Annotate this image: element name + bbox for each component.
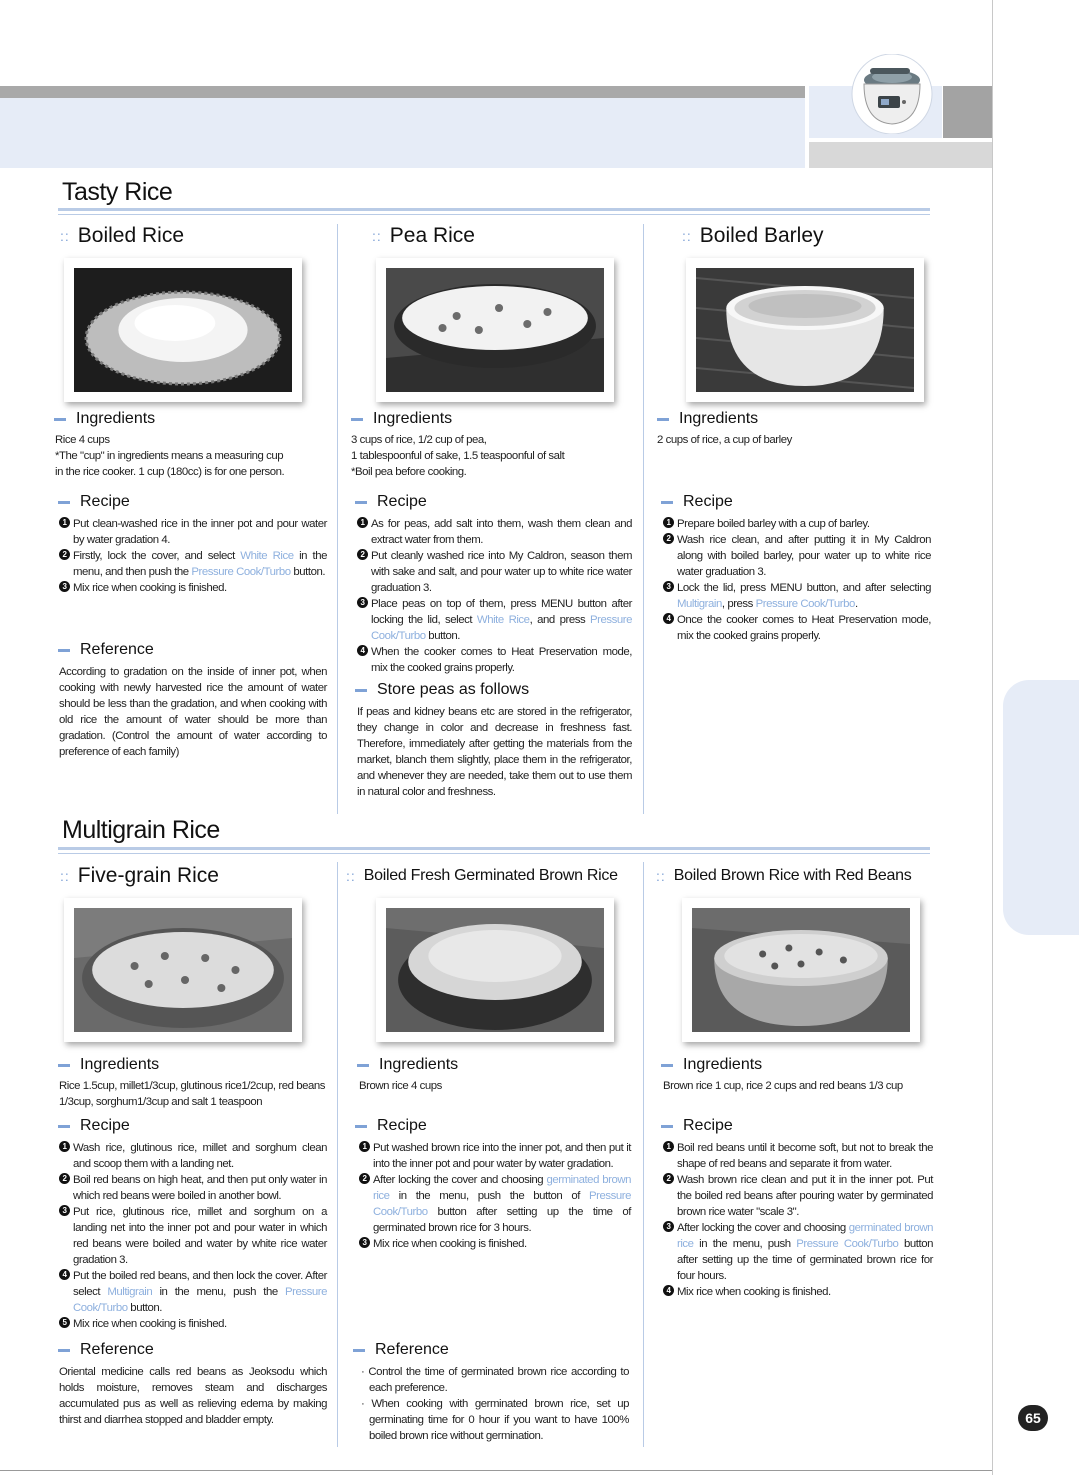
store-heading: Store peas as follows xyxy=(355,680,630,700)
title-dots-icon: :: xyxy=(346,868,356,884)
recipe-five-grain-rice xyxy=(60,862,335,1042)
subheading-dash-icon xyxy=(355,689,367,692)
subheading-dash-icon xyxy=(661,1125,673,1128)
dish-title: :: Boiled Rice xyxy=(60,224,185,247)
list-item: 3 Put rice, glutinous rice, millet and sorghum on a landing net into the inner pot and pour water in which red beans were boiled and water by white rice water gradation 3. xyxy=(59,1204,327,1268)
list-item: 4 Put the boiled red beans, and then lock the cover. After select Multigrain in the menu, push the Pressure Cook/Turbo button. xyxy=(59,1268,327,1316)
subheading-dash-icon xyxy=(661,501,673,504)
list-item: 2 Wash brown rice clean and put it in the inner pot. Put the boiled red beans after pouring water by germinated brown rice water "scale 3". xyxy=(663,1172,933,1220)
recipe-steps xyxy=(663,1140,933,1300)
subheading-dash-icon xyxy=(54,418,66,421)
dish-title: :: Boiled Brown Rice with Red Beans xyxy=(656,867,912,884)
subheading-dash-icon xyxy=(353,1349,365,1352)
subheading-dash-icon xyxy=(58,1064,70,1067)
recipe-heading: Recipe xyxy=(58,1116,333,1136)
list-item: 1 As for peas, add salt into them, wash them clean and extract water from them. xyxy=(357,516,632,548)
ingredients-text: Brown rice 1 cup, rice 2 cups and red beans 1/3 cup xyxy=(663,1080,903,1092)
reference-text: Oriental medicine calls red beans as Jeoksodu which holds moisture, removes steam and discharges accumulated pus as well as relieving edema by making thirst and diarrhea stopped and bladder empty. xyxy=(59,1366,327,1426)
subheading-dash-icon xyxy=(58,649,70,652)
subheading-dash-icon xyxy=(58,1349,70,1352)
reference-heading: Reference xyxy=(353,1340,628,1360)
header-blue-band xyxy=(0,98,805,168)
header-grey-band xyxy=(0,86,805,98)
recipe-steps xyxy=(359,1140,631,1252)
dish-photo xyxy=(64,898,302,1042)
bottom-rule xyxy=(0,1470,992,1471)
list-item: 1 Wash rice, glutinous rice, millet and sorghum clean and scoop them with a landing net. xyxy=(59,1140,327,1172)
subheading-dash-icon xyxy=(657,418,669,421)
dish-title: :: Boiled Fresh Germinated Brown Rice xyxy=(346,867,618,884)
section-rule xyxy=(58,847,930,850)
list-item: 1 Put washed brown rice into the inner pot, and then put it into the inner pot and pour water by water gradation. xyxy=(359,1140,631,1172)
subheading-dash-icon xyxy=(357,1064,369,1067)
subheading-dash-icon xyxy=(661,1064,673,1067)
dish-photo xyxy=(376,898,614,1042)
list-item: 4 Once the cooker comes to Heat Preservation mode, mix the cooked grains properly. xyxy=(663,612,931,644)
ingredients-text: Rice 1.5cup, millet1/3cup, glutinous rice1/2cup, red beans 1/3cup, sorghum1/3cup and salt 1 teaspoon xyxy=(59,1080,325,1108)
recipe-steps xyxy=(59,1140,327,1332)
subheading-dash-icon xyxy=(58,501,70,504)
list-item: 3 Mix rice when cooking is finished. xyxy=(359,1236,631,1252)
list-item: 1 Prepare boiled barley with a cup of barley. xyxy=(663,516,931,532)
ingredients-heading: Ingredients xyxy=(657,409,932,429)
recipe-steps xyxy=(357,516,632,676)
recipe-heading: Recipe xyxy=(58,492,333,512)
recipe-pea-rice xyxy=(372,222,647,402)
section-rule xyxy=(58,208,930,211)
header-dark-box xyxy=(943,86,992,138)
title-dots-icon: :: xyxy=(60,228,70,244)
list-item: 2 Boil red beans on high heat, and then put only water in which red beans were boiled in another bowl. xyxy=(59,1172,327,1204)
recipe-brown-rice-red-beans xyxy=(656,862,956,1042)
header-grey-box xyxy=(809,142,992,168)
list-item: 1 Put clean-washed rice in the inner pot and pour water by water gradation 4. xyxy=(59,516,327,548)
section-rule xyxy=(58,853,930,854)
title-dots-icon: :: xyxy=(656,868,666,884)
recipe-boiled-rice xyxy=(60,222,335,402)
dish-title: :: Pea Rice xyxy=(372,224,475,247)
ingredients-heading: Ingredients xyxy=(58,1055,333,1075)
page-number: 65 xyxy=(1018,1405,1048,1431)
subheading-dash-icon xyxy=(58,1125,70,1128)
ingredients-text: Rice 4 cups *The "cup" in ingredients means a measuring cup in the rice cooker. 1 cup (180cc) is for one person. xyxy=(55,434,285,478)
recipe-heading: Recipe xyxy=(355,492,630,512)
recipe-heading: Recipe xyxy=(661,1116,936,1136)
subheading-dash-icon xyxy=(355,501,367,504)
side-tab xyxy=(1003,680,1079,935)
ingredients-heading: Ingredients xyxy=(54,409,329,429)
recipe-boiled-barley xyxy=(682,222,957,402)
ingredients-heading: Ingredients xyxy=(357,1055,632,1075)
column-separator xyxy=(337,862,338,1447)
ingredients-text: 2 cups of rice, a cup of barley xyxy=(657,434,792,446)
list-item: 3 After locking the cover and choosing germinated brown rice in the menu, push Pressure Cook/Turbo button after setting up the time of germinated brown rice for four hours. xyxy=(663,1220,933,1284)
rice-cooker-icon xyxy=(848,54,936,134)
list-item: 1 Boil red beans until it become soft, but not to break the shape of red beans and separate it from water. xyxy=(663,1140,933,1172)
list-item: 2 Wash rice clean, and after putting it in My Caldron along with boiled barley, pour water up to white rice water graduation 3. xyxy=(663,532,931,580)
ingredients-heading: Ingredients xyxy=(661,1055,936,1075)
column-separator xyxy=(643,862,644,1447)
title-dots-icon: :: xyxy=(372,228,382,244)
reference-heading: Reference xyxy=(58,640,333,660)
list-item: 4 Mix rice when cooking is finished. xyxy=(663,1284,933,1300)
list-item: 4 When the cooker comes to Heat Preservation mode, mix the cooked grains properly. xyxy=(357,644,632,676)
ingredients-text: 3 cups of rice, 1/2 cup of pea, 1 tablespoonful of sake, 1.5 teaspoonful of salt *Boil pea before cooking. xyxy=(351,434,565,478)
reference-text: According to gradation on the inside of inner pot, when cooking with newly harvested rice the amount of water should be less than the gradation, and when cooking with old rice the amount of water should be more than gradation. (Control the amount of water according to preference of each family) xyxy=(59,666,327,758)
list-item: 3 Place peas on top of them, press MENU button after locking the lid, select White Rice, and press Pressure Cook/Turbo button. xyxy=(357,596,632,644)
recipe-heading: Recipe xyxy=(661,492,936,512)
dish-photo xyxy=(376,258,614,402)
list-item: 2 Put cleanly washed rice into My Caldron, season them with sake and salt, and pour water up to white rice water graduation 3. xyxy=(357,548,632,596)
title-dots-icon: :: xyxy=(682,228,692,244)
recipe-heading: Recipe xyxy=(355,1116,630,1136)
ingredients-heading: Ingredients xyxy=(351,409,626,429)
dish-title: :: Boiled Barley xyxy=(682,224,824,247)
list-item: 2 Firstly, lock the cover, and select White Rice in the menu, and then push the Pressure Cook/Turbo button. xyxy=(59,548,327,580)
title-dots-icon: :: xyxy=(60,868,70,884)
list-item: 2 After locking the cover and choosing germinated brown rice in the menu, push the button of Pressure Cook/Turbo button after setting up the time of germinated brown rice for 3 hours. xyxy=(359,1172,631,1236)
recipe-steps xyxy=(59,516,327,596)
column-separator xyxy=(337,224,338,814)
dish-photo xyxy=(682,898,920,1042)
store-text: If peas and kidney beans etc are stored in the refrigerator, they change in color and decrease in freshness fast. Therefore, immediately after getting the materials from the market, blanch them slightly, place them in the refrigerator, and whenever they are needed, take them out to use them in natural color and freshness. xyxy=(357,706,632,798)
list-item: 3 Mix rice when cooking is finished. xyxy=(59,580,327,596)
subheading-dash-icon xyxy=(355,1125,367,1128)
recipe-steps xyxy=(663,516,931,644)
right-margin-line xyxy=(992,0,993,1475)
dish-title: :: Five-grain Rice xyxy=(60,864,219,887)
section-rule xyxy=(58,214,930,215)
dish-photo xyxy=(64,258,302,402)
reference-list xyxy=(361,1364,629,1444)
section-title-multigrain-rice: Multigrain Rice xyxy=(62,816,220,844)
list-item: · When cooking with germinated brown rice, set up germinating time for 0 hour if you want to have 100% boiled brown rice without germination. xyxy=(361,1398,629,1442)
ingredients-text: Brown rice 4 cups xyxy=(359,1080,442,1092)
dish-photo xyxy=(686,258,924,402)
list-item: 3 Lock the lid, press MENU button, and after selecting Multigrain, press Pressure Cook/Turbo. xyxy=(663,580,931,612)
list-item: · Control the time of germinated brown rice according to each preference. xyxy=(361,1366,629,1394)
reference-heading: Reference xyxy=(58,1340,333,1360)
section-title-tasty-rice: Tasty Rice xyxy=(62,178,173,206)
recipe-germinated-brown-rice xyxy=(346,862,641,1042)
subheading-dash-icon xyxy=(351,418,363,421)
list-item: 5 Mix rice when cooking is finished. xyxy=(59,1316,327,1332)
